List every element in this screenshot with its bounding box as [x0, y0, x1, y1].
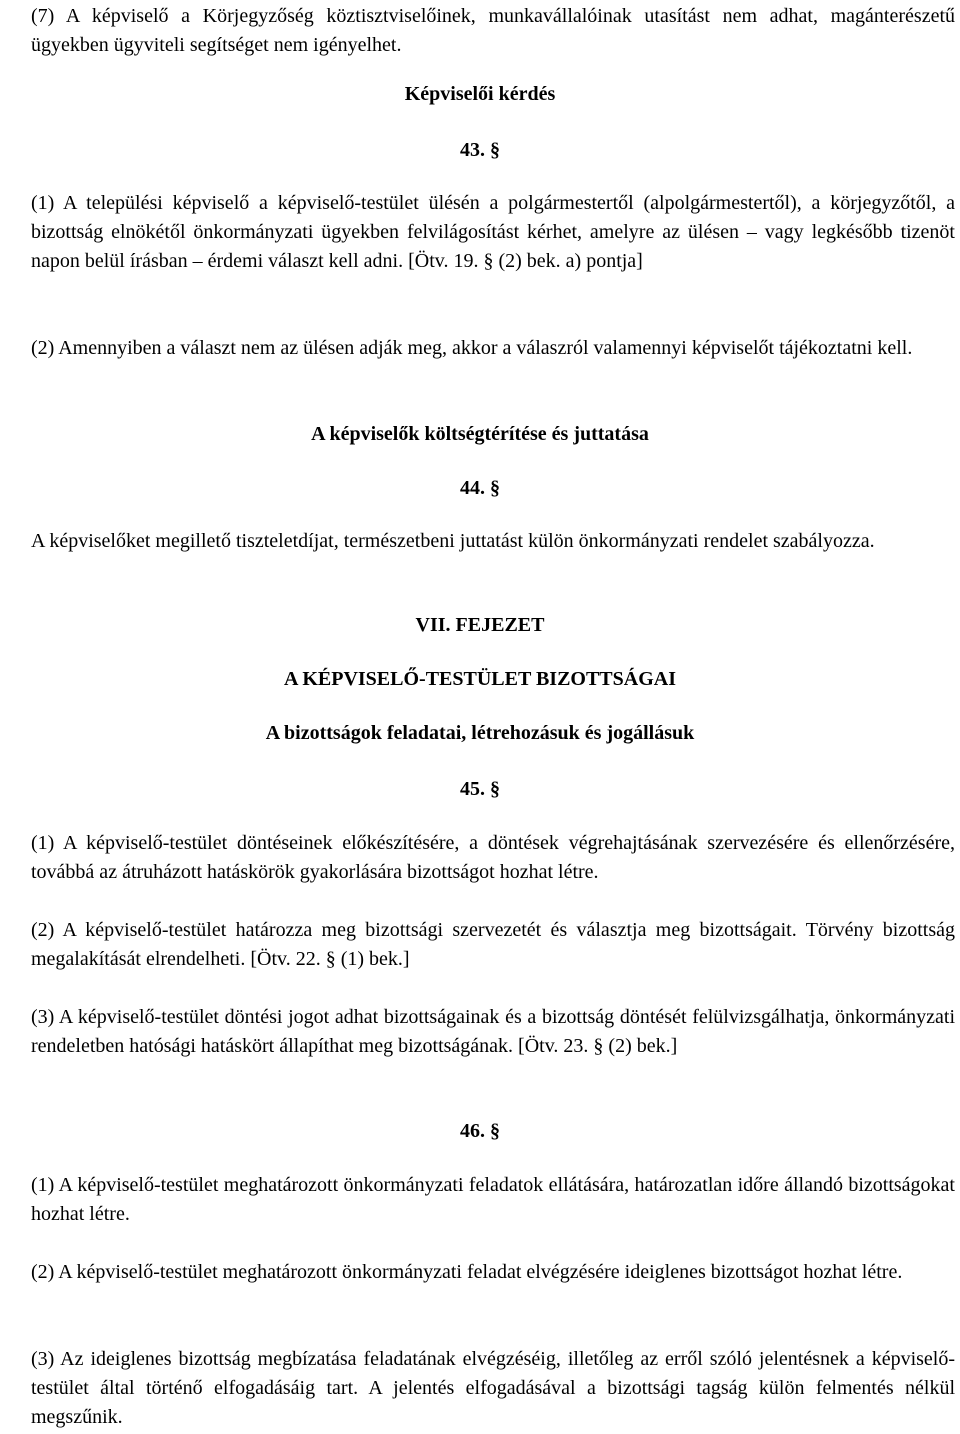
section-number-46: 46. §: [460, 1120, 500, 1142]
section-number-44: 44. §: [460, 477, 500, 499]
section-number-43: 43. §: [460, 139, 500, 161]
s43-paragraph-1: (1) A települési képviselő a képviselő-testület ülésén a polgármestertől (alpolgármestertől), a körjegyzőtől, a bizottság elnökétől önkormányzati ügyekben felvilágosítást kérhet, amelyre az ülésen – vagy legkésőbb tizenöt napon belül írásban – érdemi választ kell adni. [Ötv. 19. § (2) bek. a) pontja]: [31, 192, 955, 272]
paragraph-7: (7) A képviselő a Körjegyzőség köztisztviselőinek, munkavállalóinak utasítást nem adhat, magánterészetű ügyekben ügyviteli segítséget nem igényelhet.: [31, 5, 955, 56]
s45-paragraph-3: (3) A képviselő-testület döntési jogot adhat bizottságainak és a bizottság döntését felülvizsgálhatja, önkormányzati rendeletben hatósági hatáskört állapíthat meg bizottságának. [Ötv. 23. § (2) bek.]: [31, 1006, 955, 1057]
chapter-title: A KÉPVISELŐ-TESTÜLET BIZOTTSÁGAI: [284, 668, 676, 690]
s45-paragraph-2: (2) A képviselő-testület határozza meg bizottsági szervezetét és választja meg bizottságait. Törvény bizottság megalakítását elrendelheti. [Ötv. 22. § (1) bek.]: [31, 919, 955, 970]
chapter-number: VII. FEJEZET: [415, 614, 545, 636]
s44-paragraph: A képviselőket megillető tiszteletdíjat, természetbeni juttatást külön önkormányzati rendelet szabályozza.: [31, 530, 875, 552]
section-heading-koltsegterites: A képviselők költségtérítése és juttatása: [311, 423, 649, 445]
s45-paragraph-1: (1) A képviselő-testület döntéseinek előkészítésére, a döntések végrehajtásának szervezésére és ellenőrzésére, továbbá az átruházott hatáskörök gyakorlására bizottságot hozhat létre.: [31, 832, 955, 883]
s46-paragraph-1: (1) A képviselő-testület meghatározott önkormányzati feladatok ellátására, határozatlan időre állandó bizottságokat hozhat létre.: [31, 1174, 955, 1225]
s43-paragraph-2: (2) Amennyiben a választ nem az ülésen adják meg, akkor a válaszról valamennyi képviselőt tájékoztatni kell.: [31, 337, 913, 359]
chapter-subtitle: A bizottságok feladatai, létrehozásuk és jogállásuk: [265, 722, 695, 744]
s46-paragraph-3: (3) Az ideiglenes bizottság megbízatása feladatának elvégzéséig, illetőleg az erről szóló jelentésnek a képviselő-testület által történő elfogadásáig tart. A jelentés elfogadásával a bizottsági tagság külön felmentés nélkül megszűnik.: [31, 1348, 955, 1428]
s46-paragraph-2: (2) A képviselő-testület meghatározott önkormányzati feladat elvégzésére ideiglenes bizottságot hozhat létre.: [31, 1261, 903, 1283]
section-number-45: 45. §: [460, 778, 500, 800]
section-heading-kepviseloi-kerdes: Képviselői kérdés: [404, 83, 556, 105]
